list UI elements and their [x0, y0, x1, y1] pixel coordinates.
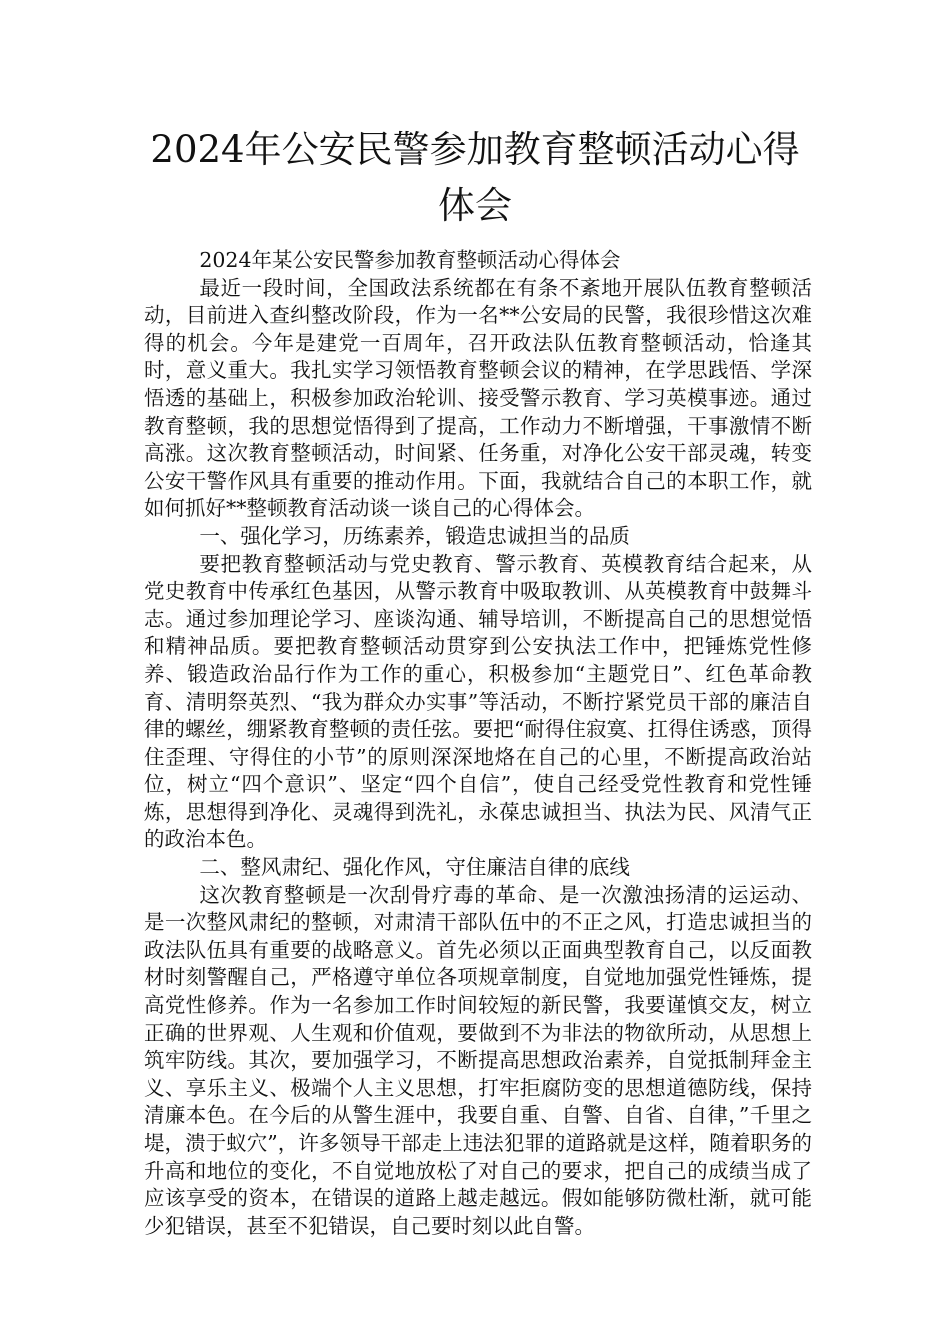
section-1-paragraph: 要把教育整顿活动与党史教育、警示教育、英模教育结合起来，从党史教育中传承红色基因，从警示教育中吸取教训、从英模教育中鼓舞斗志。通过参加理论学习、座谈沟通、辅导培训，不断提高自己的思想觉悟和精神品质。要把教育整顿活动贯穿到公安执法工作中，把锤炼党性修养、锻造政治品行作为工作的重心，积极参加“主题党日”、红色革命教育、清明祭英烈、“我为群众办实事”等活动，不断拧紧党员干部的廉洁自律的螺丝，绷紧教育整顿的责任弦。要把“耐得住寂寞、扛得住诱惑，顶得住歪理、守得住的小节”的原则深深地烙在自己的心里，不断提高政治站位，树立“四个意识”、坚定“四个自信”，使自己经受党性教育和党性锤炼，思想得到净化、灵魂得到洗礼，永葆忠诚担当、执法为民、风清气正的政治本色。: [144, 551, 812, 852]
document-body: [144, 247, 812, 1240]
document-title: 2024年公安民警参加教育整顿活动心得体会: [150, 128, 800, 227]
section-heading-1: 一、强化学习，历练素养，锻造忠诚担当的品质: [199, 523, 630, 548]
section-heading-2: 二、整风肃纪、强化作风，守住廉洁自律的底线: [199, 855, 630, 880]
section-2-paragraph: 这次教育整顿是一次刮骨疗毒的革命、是一次激浊扬清的运运动、是一次整风肃纪的整顿，对肃清干部队伍中的不正之风，打造忠诚担当的政法队伍具有重要的战略意义。首先必须以正面典型教育自己，以反面教材时刻警醒自己，严格遵守单位各项规章制度，自觉地加强党性锤炼，提高党性修养。作为一名参加工作时间较短的新民警，我要谨慎交友，树立正确的世界观、人生观和价值观，要做到不为非法的物欲所动，从思想上筑牢防线。其次，要加强学习，不断提高思想政治素养，自觉抵制拜金主义、享乐主义、极端个人主义思想，打牢拒腐防变的思想道德防线，保持清廉本色。在今后的从警生涯中，我要自重、自警、自省、自律，”千里之堤，溃于蚁穴”，许多领导干部走上违法犯罪的道路就是这样，随着职务的升高和地位的变化，不自觉地放松了对自己的要求，把自己的成绩当成了应该享受的资本，在错误的道路上越走越远。假如能够防微杜渐，就可能少犯错误，甚至不犯错误，自己要时刻以此自警。: [144, 882, 812, 1238]
intro-paragraph: 最近一段时间，全国政法系统都在有条不紊地开展队伍教育整顿活动，目前进入查纠整改阶段，作为一名**公安局的民警，我很珍惜这次难得的机会。今年是建党一百周年，召开政法队伍教育整顿活动，恰逢其时，意义重大。我扎实学习领悟教育整顿会议的精神，在学思践悟、学深悟透的基础上，积极参加政治轮训、接受警示教育、学习英模事迹。通过教育整顿，我的思想觉悟得到了提高，工作动力不断增强，干事激情不断高涨。这次教育整顿活动，时间紧、任务重，对净化公安干部灵魂，转变公安干警作风具有重要的推动作用。下面，我就结合自己的本职工作，就如何抓好**整顿教育活动谈一谈自己的心得体会。: [144, 275, 812, 521]
subtitle-paragraph: 2024年某公安民警参加教育整顿活动心得体会: [199, 248, 621, 272]
